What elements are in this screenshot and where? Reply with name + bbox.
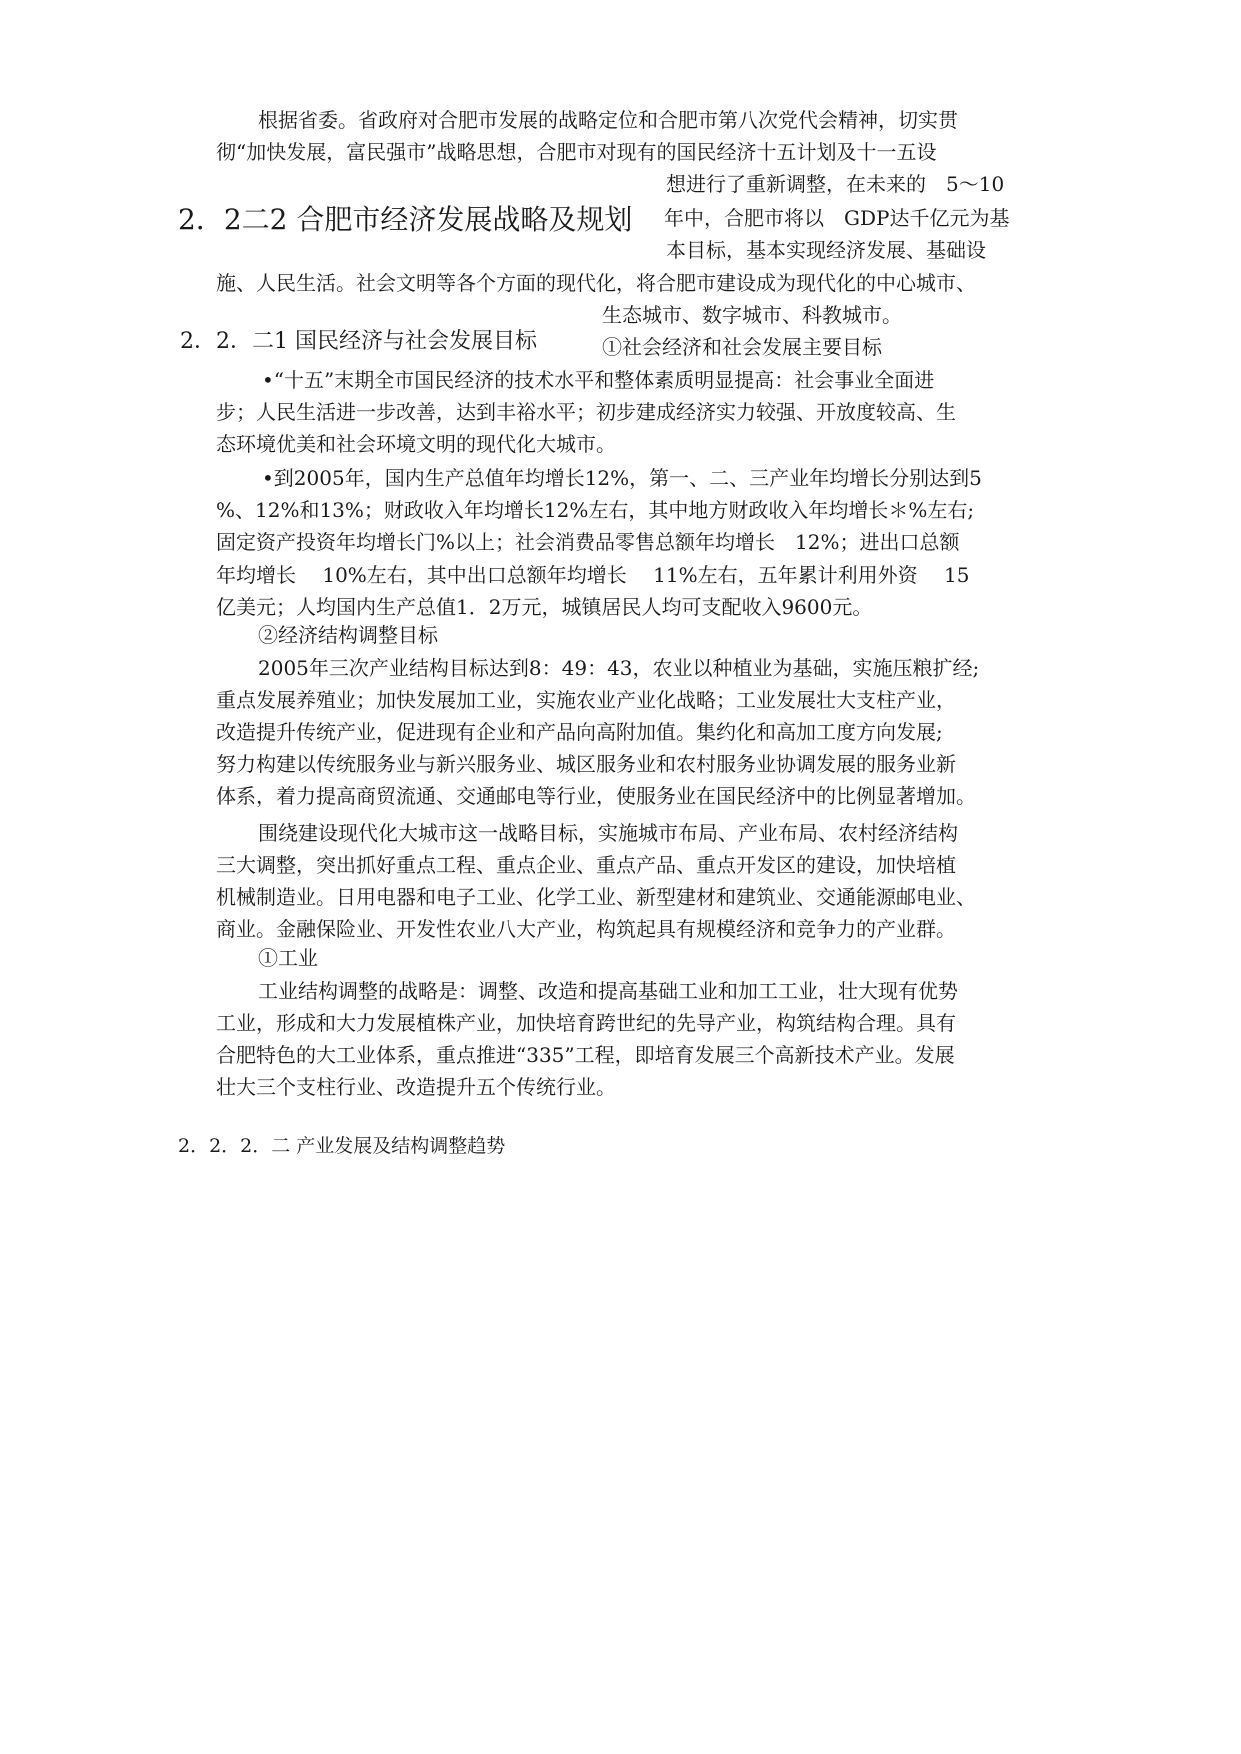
goal2-p2-line-1: 围绕建设现代化大城市这一战略目标，实施城市布局、产业布局、农村经济结构 xyxy=(258,821,958,845)
goal1-title: ①社会经济和社会发展主要目标 xyxy=(602,335,882,359)
goal2-p1-line-4: 努力构建以传统服务业与新兴服务业、城区服务业和农村服务业协调发展的服务业新 xyxy=(216,752,956,776)
goal2-p2-line-4: 商业。金融保险业、开发性农业八大产业，构筑起具有规模经济和竞争力的产业群。 xyxy=(216,917,956,941)
intro-line-7: 生态城市、数字城市、科教城市。 xyxy=(602,303,902,327)
industry-p-line-1: 工业结构调整的战略是：调整、改造和提高基础工业和加工工业，壮大现有优势 xyxy=(258,979,958,1003)
goal1-p1-line-1: •“十五”末期全市国民经济的技术水平和整体素质明显提高：社会事业全面进 xyxy=(262,368,935,392)
goal2-p1-line-2: 重点发展养殖业；加快发展加工业，实施农业产业化战略；工业发展壮大支柱产业， xyxy=(216,688,956,712)
goal2-p1-line-5: 体系，着力提高商贸流通、交通邮电等行业，使服务业在国民经济中的比例显著增加。 xyxy=(216,784,976,808)
intro-line-5: 本目标，基本实现经济发展、基础设 xyxy=(666,238,986,262)
industry-p-line-3: 合肥特色的大工业体系，重点推进“335”工程，即培育发展三个高新技术产业。发展 xyxy=(216,1043,955,1067)
section-heading-sub1: 2．2．二1 国民经济与社会发展目标 xyxy=(180,329,537,354)
intro-line-6: 施、人民生活。社会文明等各个方面的现代化，将合肥市建设成为现代化的中心城市、 xyxy=(216,271,976,295)
intro-line-1: 根据省委。省政府对合肥市发展的战略定位和合肥市第八次党代会精神，切实贯 xyxy=(258,108,958,132)
goal2-p2-line-3: 机械制造业。日用电器和电子工业、化学工业、新型建材和建筑业、交通能源邮电业、 xyxy=(216,885,976,909)
industry-p-line-2: 工业，形成和大力发展植株产业，加快培育跨世纪的先导产业，构筑结构合理。具有 xyxy=(216,1011,956,1035)
intro-line-3: 想进行了重新调整，在未来的 5～10 xyxy=(666,172,1005,196)
section-heading-sub2: 2．2．2．二 产业发展及结构调整趋势 xyxy=(178,1135,506,1157)
goal2-p2-line-2: 三大调整，突出抓好重点工程、重点企业、重点产品、重点开发区的建设，加快培植 xyxy=(216,853,956,877)
goal1-p2-line-2: %、12%和13%；财政收入年均增长12%左右，其中地方财政收入年均增长＊%左右; xyxy=(216,498,975,522)
goal1-p1-line-2: 步；人民生活进一步改善，达到丰裕水平；初步建成经济实力较强、开放度较高、生 xyxy=(216,400,956,424)
goal1-p2-line-4: 年均增长 10%左右，其中出口总额年均增长 11%左右，五年累计利用外资 15 xyxy=(216,563,970,587)
goal2-p1-line-3: 改造提升传统产业，促进现有企业和产品向高附加值。集约化和高加工度方向发展; xyxy=(216,720,943,744)
intro-line-2: 彻“加快发展，富民强市”战略思想，合肥市对现有的国民经济十五计划及十一五设 xyxy=(216,140,937,164)
goal2-title: ②经济结构调整目标 xyxy=(258,623,438,647)
industry-p-line-4: 壮大三个支柱行业、改造提升五个传统行业。 xyxy=(216,1075,616,1099)
section-heading-main: 2．2二2 合肥市经济发展战略及规划 xyxy=(178,203,633,236)
goal1-p2-line-3: 固定资产投资年均增长门%以上；社会消费品零售总额年均增长 12%；进出口总额 xyxy=(216,530,960,554)
goal2-p1-line-1: 2005年三次产业结构目标达到8：49：43，农业以种植业为基础，实施压粮扩经; xyxy=(258,656,980,680)
goal1-p2-line-5: 亿美元；人均国内生产总值1．2万元，城镇居民人均可支配收入9600元。 xyxy=(216,595,873,619)
industry-title: ①工业 xyxy=(258,946,318,970)
goal1-p1-line-3: 态环境优美和社会环境文明的现代化大城市。 xyxy=(216,432,616,456)
intro-line-4: 年中，合肥市将以 GDP达千亿元为基 xyxy=(664,206,1010,230)
goal1-p2-line-1: •到2005年，国内生产总值年均增长12%，第一、二、三产业年均增长分别达到5 xyxy=(262,466,982,490)
